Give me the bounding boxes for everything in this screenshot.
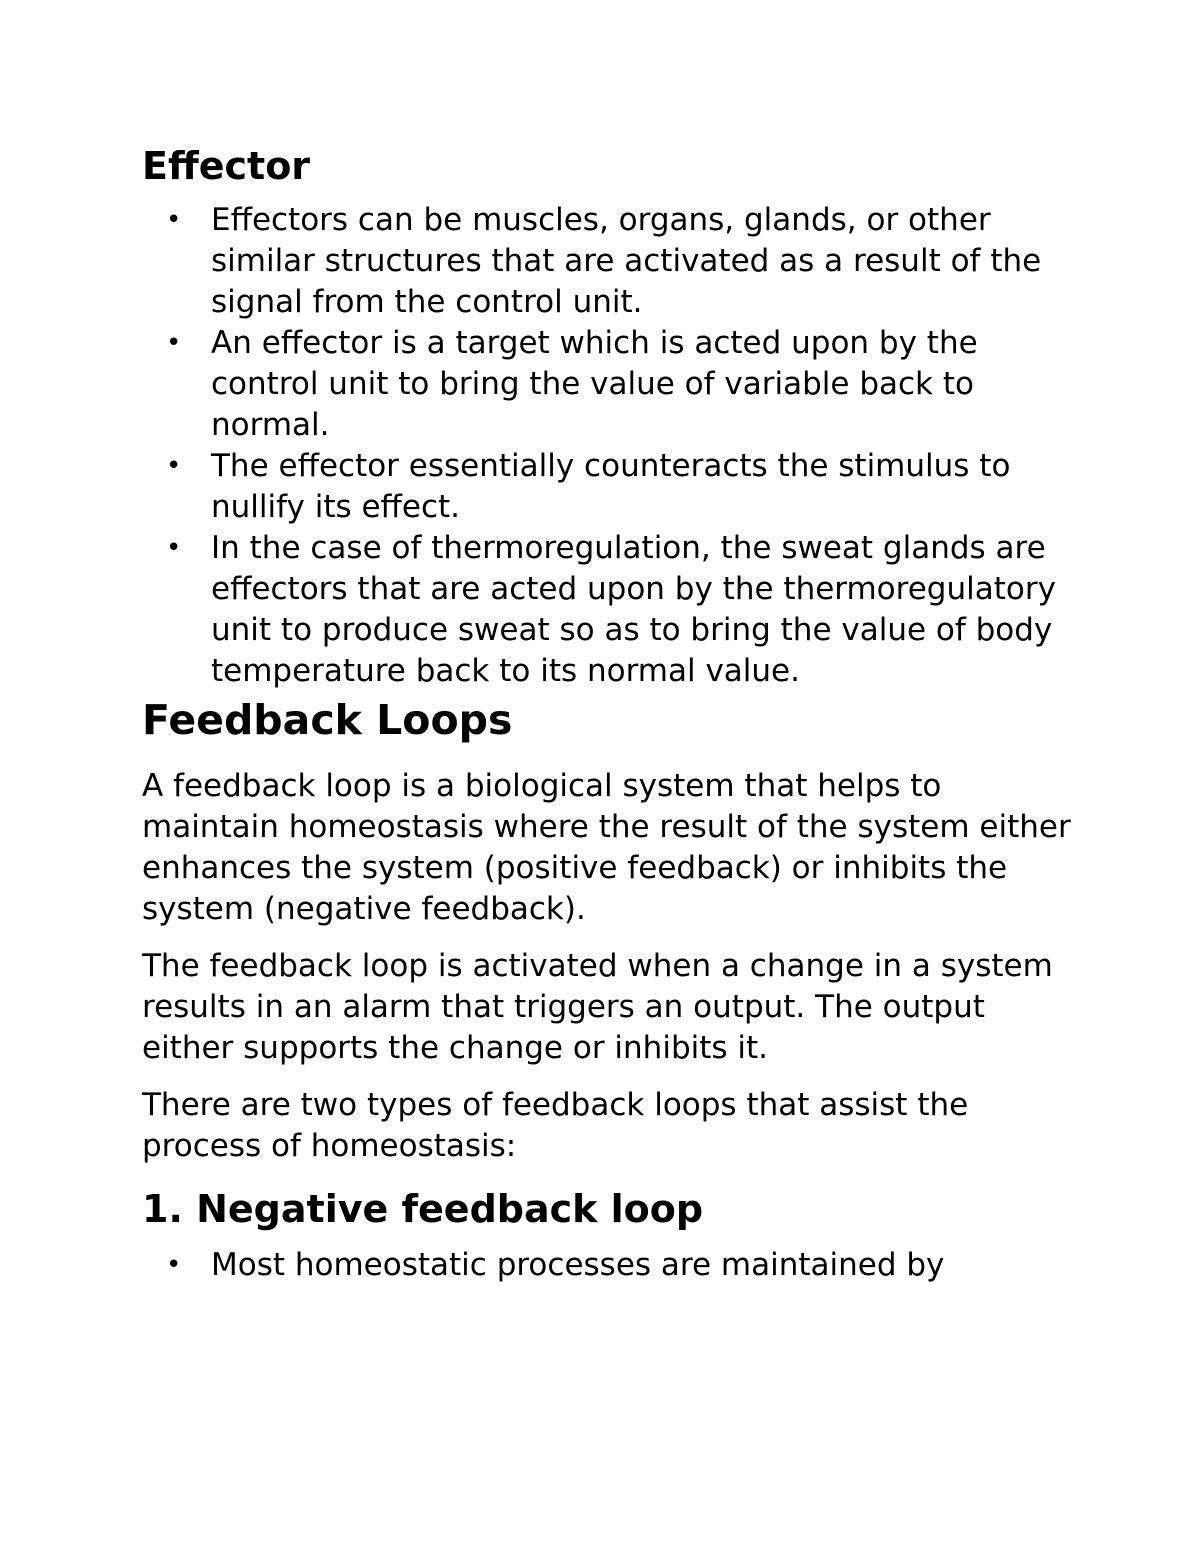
heading-effector: Effector xyxy=(142,144,311,188)
bullet-icon: • xyxy=(166,451,182,481)
negative-feedback-list xyxy=(142,1245,1082,1286)
heading-negative-feedback-loop: 1. Negative feedback loop xyxy=(142,1187,704,1231)
paragraph: A feedback loop is a biological system that helps to maintain homeostasis where the result of the system either enhances the system (positive feedback) or inhibits the system (negative feedback). xyxy=(142,768,1071,927)
list-item: • Effectors can be muscles, organs, glands, or other similar structures that are activated as a result of the signal from the control unit. xyxy=(166,202,1042,320)
bullet-icon: • xyxy=(166,1250,182,1280)
paragraph: There are two types of feedback loops that assist the process of homeostasis: xyxy=(142,1087,969,1164)
heading-feedback-loops: Feedback Loops xyxy=(142,696,513,744)
effector-list xyxy=(142,200,1082,692)
bullet-icon: • xyxy=(166,205,182,235)
document-page xyxy=(142,140,1082,1286)
list-item: • In the case of thermoregulation, the sweat glands are effectors that are acted upon by the thermoregulatory unit to produce sweat so as to bring the value of body temperature back to its normal value. xyxy=(166,530,1056,689)
bullet-icon: • xyxy=(166,533,182,563)
bullet-icon: • xyxy=(166,328,182,358)
list-item: • Most homeostatic processes are maintained by xyxy=(142,1245,1082,1286)
list-item: • An effector is a target which is acted upon by the control unit to bring the value of variable back to normal. xyxy=(166,325,978,443)
list-item: • The effector essentially counteracts the stimulus to nullify its effect. xyxy=(166,448,1011,525)
paragraph: The feedback loop is activated when a change in a system results in an alarm that triggers an output. The output either supports the change or inhibits it. xyxy=(142,948,1053,1066)
